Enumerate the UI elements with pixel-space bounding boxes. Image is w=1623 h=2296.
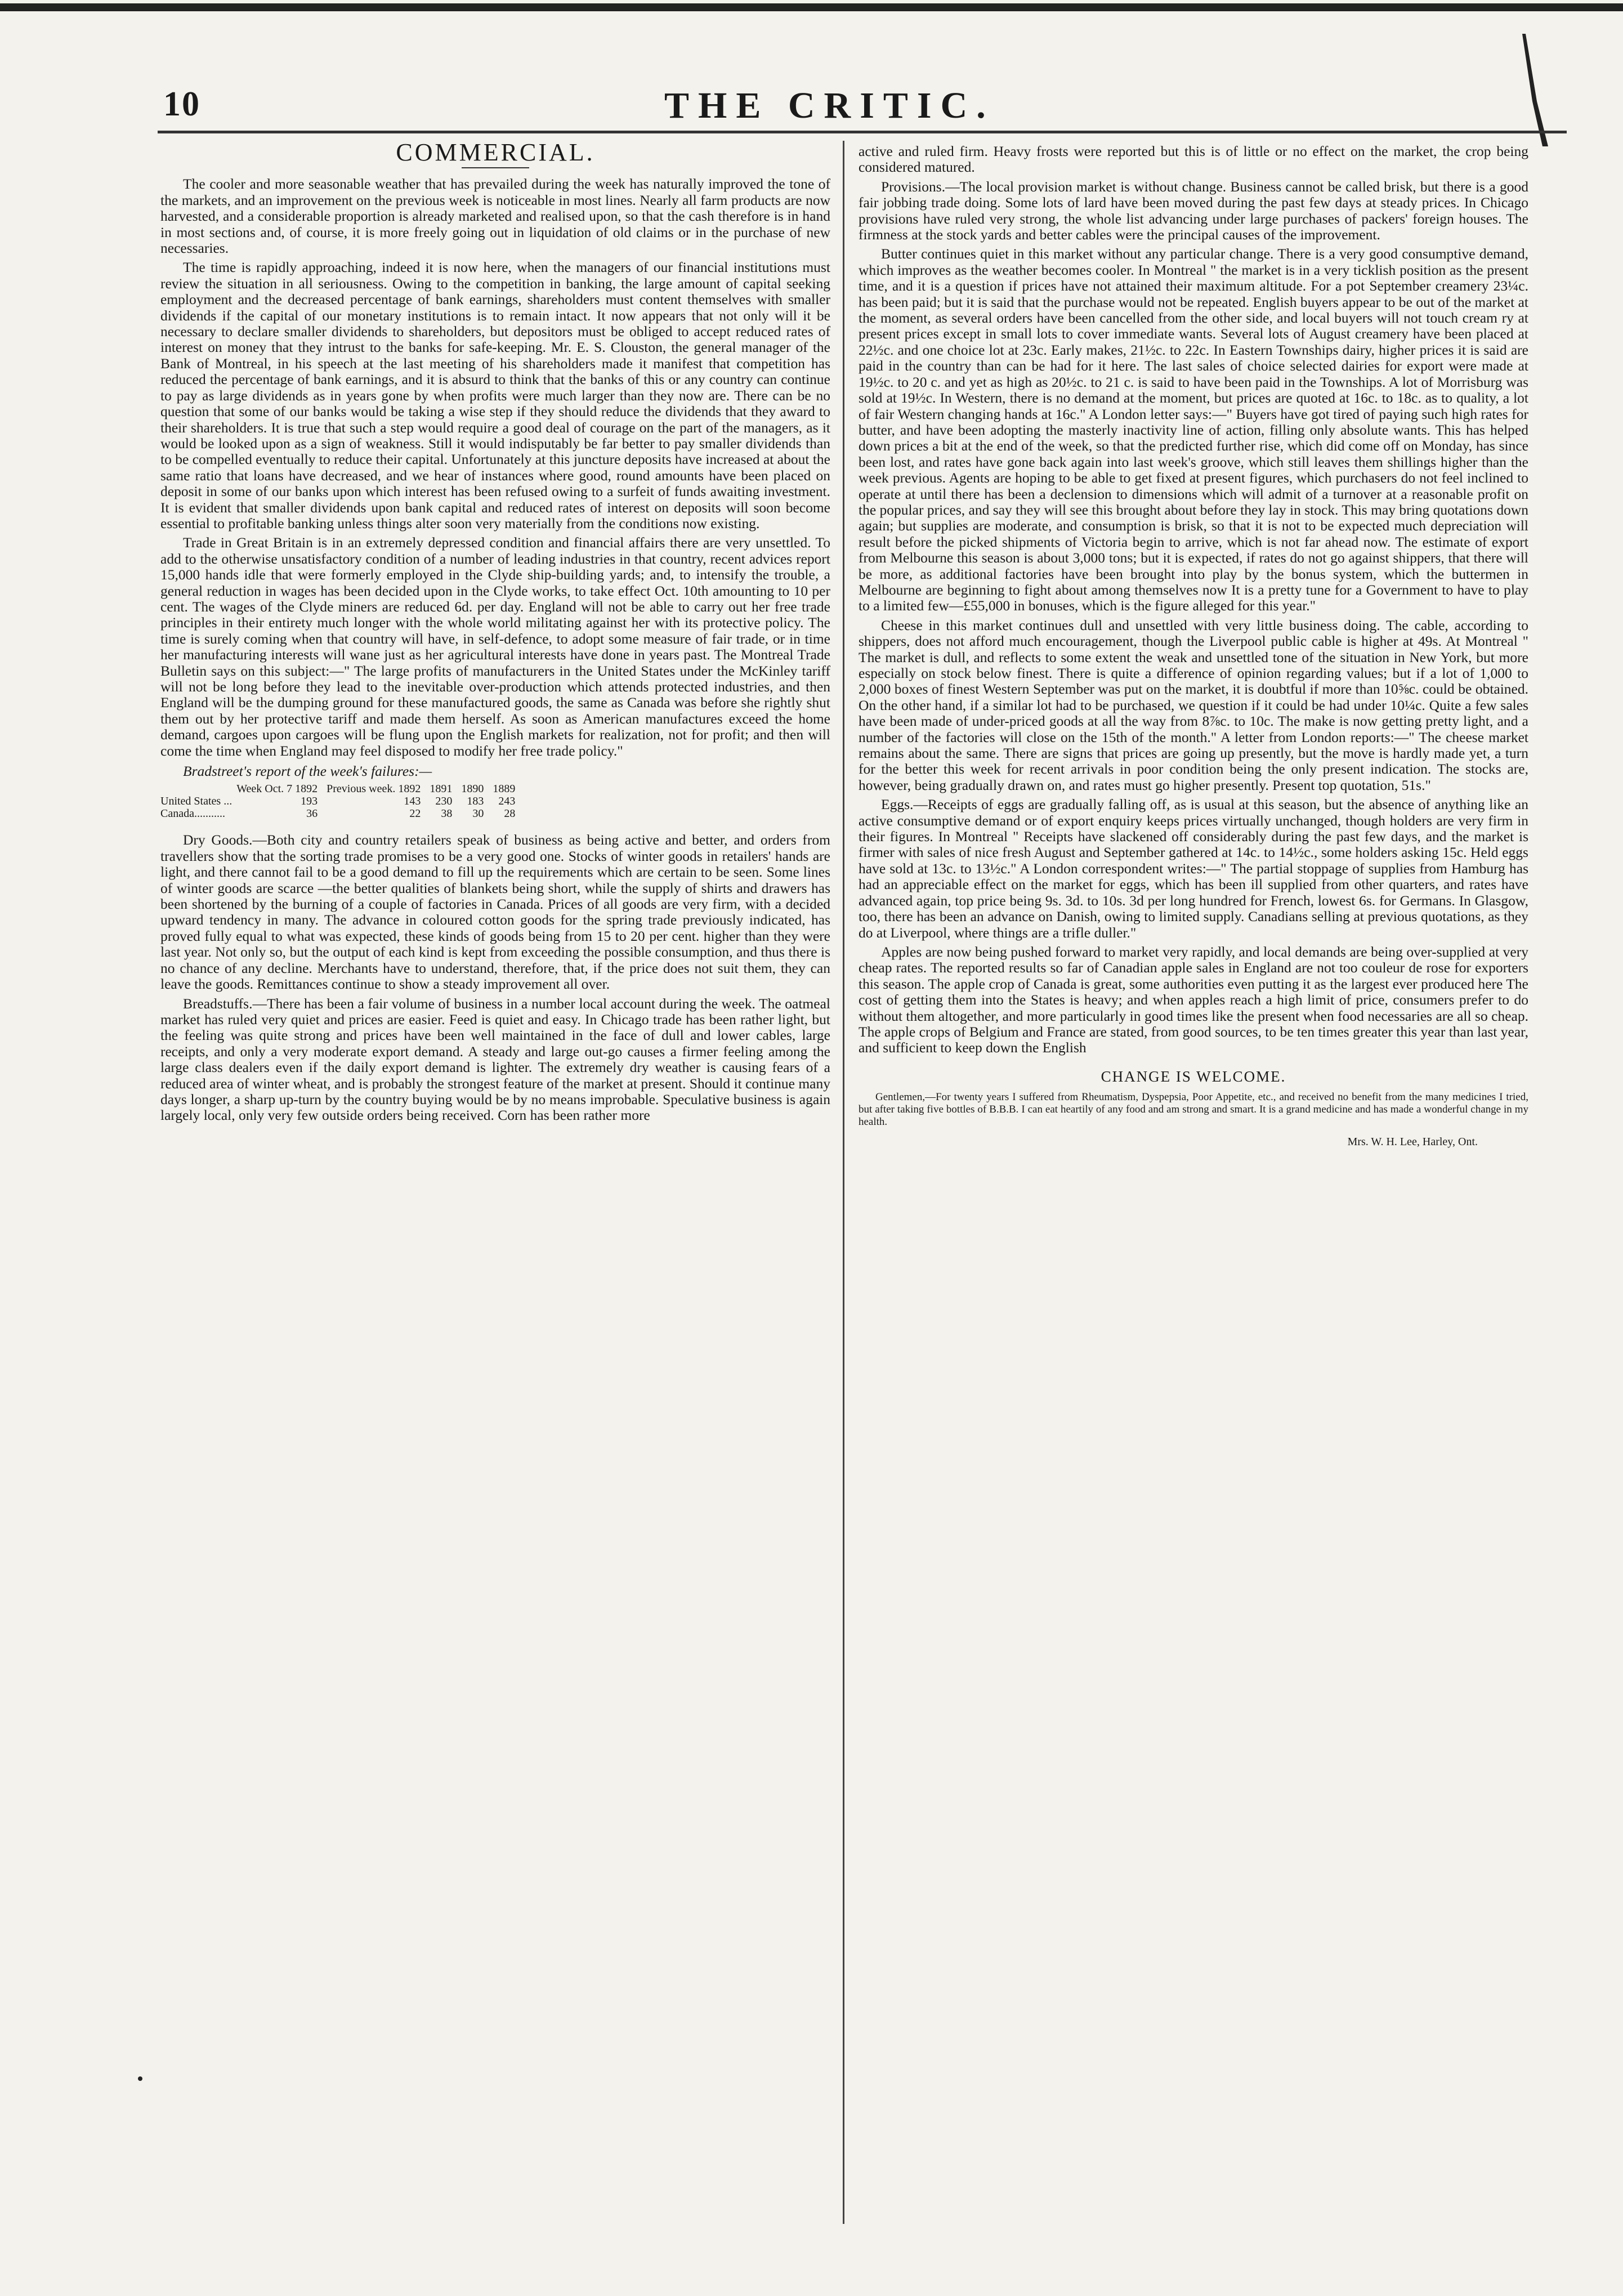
failures-header-cell: 1889	[493, 783, 516, 796]
table-cell: 28	[504, 807, 516, 820]
paragraph-butter: Butter continues quiet in this market without any particular change. There is a very good consumptive demand, which improves as the weather becomes cooler. In Montreal " the market is in a very ticklish position as the present time, and it is a question if prices have not attained their maximum altitude. For a pot September creamery 23¼c. has been paid; but it is said that the purchase would not be repeated. English buyers appear to be out of the market at the moment, as several orders have been cancelled from the other side, and local buyers will not touch cream ry at present prices except in small lots to cover immediate wants. Several lots of August creamery have been placed at 22½c. and one choice lot at 23c. Early makes, 21½c. to 22c. In Eastern Townships dairy, higher prices it is said are paid in the country than can be had for it here. The last sales of choice selected dairies for export were made at 19½c. to 20 c. and yet as high as 20½c. to 21 c. is said to have been paid in the Townships. A lot of Morrisburg was sold at 19½c. In Western, there is no demand at the moment, but prices are quoted at 16c. to 18c. as to quality, a lot of fair Western changing hands at 16c." A London letter says:—" Buyers have got tired of paying such high rates for butter, and have been adopting the masterly inactivity line of action, filling only absolute wants. This has helped down prices a bit at the end of the week, so that the predicted further rise, which did come off on Monday, has since been lost, and rates have gone back again into last week's groove, which still leaves them shillings higher than the week previous. Agents are hoping to be able to get fixed at present figures, which purchasers do not feel inclined to operate at until there has been a declension to dimensions which will admit of a turnover at a reasonable profit on the popular prices, and say they will see this brought about before they lay in stock. This may bring quotations down again; but supplies are moderate, and consumption is brisk, so that it is not to be expected much depreciation will result before the picked shipments of Victoria begin to arrive, which is not far ahead now. The estimate of export from Melbourne this season is about 3,000 tons; but it is expected, if rates do not go against shippers, that there will be more, as additional factories have been brought into play by the bonus system, which the buttermen in Melbourne are beginning to fight about among themselves now It is a pretty tune for a Government to have to play to a limited few—£55,000 in bonuses, which is the figure alleged for this year."	[859, 245, 1528, 614]
binding-mark-icon	[1520, 34, 1554, 146]
table-cell: 36	[306, 807, 318, 820]
paragraph-breadstuffs: Breadstuffs.—There has been a fair volume of business in a number local account during the week. The oatmeal market has ruled very quiet and prices are easier. Feed is quiet and easy. In Chicago trade has been rather light, but the feeling was quite strong and prices have been well maintained in the face of dull and lower cables, large receipts, and only a very moderate export demand. A steady and large out-go causes a firmer feeling among the large class dealers even if the daily export demand is lighter. The extremely dry weather is causing fears of a reduced area of winter wheat, and is probably the strongest feature of the market at present. Should it continue many days longer, a sharp up-turn by the country buying would be by no means improbable. Speculative business is again largely local, only very few outside orders being received. Corn has been rather more	[160, 995, 830, 1124]
paragraph-apples: Apples are now being pushed forward to market very rapidly, and local demands are being over-supplied at very cheap rates. The reported results so far of Canadian apple sales in England are not too couleur de rose for exporters this season. The apple crop of Canada is great, some authorities even putting it as the largest ever produced here The cost of getting them into the States is heavy; and when apples reach a high limit of price, consumers prefer to do without them altogether, and more particularly in good times like the present when food necessaries are all so cheap. The apple crops of Belgium and France are stated, from good sources, to be ten times greater this year than last year, and sufficient to keep down the English	[859, 943, 1528, 1056]
failures-header-cell: Week Oct. 7 1892	[236, 783, 318, 796]
paragraph-corn-continued: active and ruled firm. Heavy frosts were reported but this is of little or no effect on the market, the crop being considered matured.	[859, 143, 1528, 176]
table-cell: 243	[498, 795, 516, 808]
heading-rule	[462, 167, 529, 168]
left-column	[160, 139, 830, 1127]
table-cell: 193	[301, 795, 318, 808]
column-divider	[843, 141, 844, 2224]
failures-header-cell: 1891	[430, 783, 453, 796]
paragraph-weather: The cooler and more seasonable weather that has prevailed during the week has naturally improved the tone of the markets, and an improvement on the previous week is noticeable in most lines. Nearly all farm products are now harvested, and a considerable proportion is already marketed and realised upon, so that the cash therefore is in hand in most sections and, of course, it is more freely going out in liquidation of old claims or in the purchase of new necessaries.	[160, 176, 830, 257]
table-row	[160, 795, 524, 807]
table-row	[160, 807, 524, 820]
table-cell: United States ...	[160, 795, 233, 808]
table-cell: 38	[441, 807, 453, 820]
failures-table	[160, 783, 524, 820]
paragraph-banking: The time is rapidly approaching, indeed it is now here, when the managers of our financial institutions must review the situation in all seriousness. Owing to the competition in banking, the large amount of capital seeking employment and the decreased percentage of bank earnings, shareholders must content themselves with smaller dividends if the capital of our monetary institutions is to remain intact. It now appears that not only will it be necessary to declare smaller dividends to shareholders, but depositors must be obliged to accept reduced rates of interest on money that they intrust to the banks for safe-keeping. Mr. E. S. Clouston, the general manager of the Bank of Montreal, in his speech at the last meeting of his shareholders made it manifest that competition has reduced the percentage of bank earnings, and it is absurd to think that the banks of this or any country can continue to pay as large dividends as in years gone by when profits were much larger than they now are. There can be no question that some of our banks would be taking a wise step if they should reduce the dividends that they award to their shareholders. It is true that such a step would require a good deal of courage on the part of the managers, as it would be looked upon as a sign of weakness. Still it would indisputably be far better to pay smaller dividends than to be compelled eventually to reduce their capital. Unfortunately at this juncture deposits have increased at about the same ratio that loans have decreased, and we hear of instances where good, round amounts have been placed on deposit in some of our banks upon which interest has been refused owing to a surfeit of funds awaiting investment. It is evident that smaller dividends upon bank capital and reduced rates of interest on deposits will soon become essential to profitable banking unless things alter soon very materially from the conditions now existing.	[160, 259, 830, 531]
failures-header-cell: Previous week. 1892	[327, 783, 421, 796]
section-heading: COMMERCIAL.	[396, 139, 595, 166]
paragraph-provisions: Provisions.—The local provision market is without change. Business cannot be called brisk, but there is a good fair jobbing trade doing. Some lots of lard have been moved during the past few days at steady prices. In Chicago provisions have ruled very strong, the whole list advancing under large purchases of packers' foreign houses. The firmness at the stock yards and better cables were the principal causes of the improvement.	[859, 178, 1528, 243]
table-cell: 230	[435, 795, 453, 808]
advertisement-testimonial: Gentlemen,—For twenty years I suffered from Rheumatism, Dyspepsia, Poor Appetite, etc., and received no benefit from the many medicines I tried, but after taking five bottles of B.B.B. I can eat heartily of any food and am strong and smart. It is a grand medicine and has made a wonderful change in my health.	[859, 1091, 1528, 1128]
right-column	[859, 144, 1528, 1150]
table-cell: 183	[467, 795, 484, 808]
paragraph-dry-goods: Dry Goods.—Both city and country retailers speak of business as being active and better, and orders from travellers show that the sorting trade promises to be a very good one. Stocks of winter goods in retailers' hands are light, and there cannot fail to be a good demand to fill up the requirements which are certain to be seen. Some lines of winter goods are scarce —the better qualities of blankets being short, while the supply of shirts and drawers has been shortened by the burning of a couple of factories in Canada. Prices of all goods are very firm, with a decided upward tendency in many. The advance in coloured cotton goods for the spring trade previously indicated, has proved fully equal to what was expected, these kinds of goods being from 15 to 20 per cent. higher than they were last year. Not only so, but the output of each kind is kept from exceeding the possible consumption, and thus there is no chance of any decline. Merchants have to understand, therefore, that, if the price does not suit them, they can leave the goods. Remittances continue to show a steady improvement all over.	[160, 832, 830, 993]
margin-dot	[138, 2076, 142, 2081]
failures-header-row	[160, 783, 524, 795]
table-cell: 30	[472, 807, 484, 820]
advertisement-heading: CHANGE IS WELCOME.	[1101, 1067, 1286, 1085]
paragraph-great-britain: Trade in Great Britain is in an extremely depressed condition and financial affairs there are very unsettled. To add to the otherwise unsatisfactory condition of a number of leading industries in that country, recent advices report 15,000 hands idle that were formerly employed in the Clyde ship-building yards; and, to intensify the trouble, a general reduction in wages has been decided upon in the Clyde works, to take effect Oct. 10th amounting to 10 per cent. The wages of the Clyde miners are reduced 6d. per day. England will not be able to carry out her free trade principles in their entirety much longer with the whole world militating against her with its protective policy. The time is surely coming when that country will have, in self-defence, to adopt some measure of fair trade, or in time her manufacturing interests will wane just as her agricultural interests have done in years past. The Montreal Trade Bulletin says on this subject:—" The large profits of manufacturers in the United States under the McKinley tariff will not be long before they lead to the inevitable over-production which attends protected industries, and then England will be the dumping ground for these manufactured goods, the same as Canada was before she rightly shut them out by her protective tariff and made them herself. As soon as American manufactures exceed the home demand, cargoes upon cargoes will be flung upon the English markets for realization, not for profit; and then will come the time when England may feel disposed to modify her free trade policy."	[160, 534, 830, 759]
masthead-title: THE CRITIC.	[664, 85, 995, 126]
advertisement-signature: Mrs. W. H. Lee, Harley, Ont.	[1347, 1136, 1478, 1149]
table-cell: Canada...........	[160, 807, 225, 820]
paragraph-eggs: Eggs.—Receipts of eggs are gradually falling off, as is usual at this season, but the absence of anything like an active consumptive demand or of export enquiry keeps prices virtually unchanged, though holders are very firm in their figures. In Montreal " Receipts have slackened off considerably during the past few days, and the market is firmer with sales of nice fresh August and September gathered at 14c. to 14½c., some holders asking 15c. Held eggs have sold at 13c. to 13½c." A London correspondent writes:—" The partial stoppage of supplies from Hamburg has had an appreciable effect on the market for eggs, which has been ill supplied from other quarters, and rates have advanced again, top price being 9s. 3d. to 10s. 3d per long hundred for French, lowest 6s. for Germans. In Glasgow, too, there has been an advance on Danish, owing to limited supply. Canadians selling at previous quotations, as they do at Liverpool, where things are a trifle duller."	[859, 796, 1528, 941]
top-border	[0, 3, 1623, 11]
page-number: 10	[163, 85, 200, 123]
header-divider	[158, 131, 1567, 133]
table-cell: 143	[404, 795, 421, 808]
failures-header-cell: 1890	[461, 783, 484, 796]
failures-header-cell	[160, 783, 236, 795]
paragraph-cheese: Cheese in this market continues dull and unsettled with very little business doing. The cable, according to shippers, does not afford much encouragement, though the Liverpool public cable is higher at 49s. At Montreal " The market is dull, and reflects to some extent the weak and unsettled tone of the situation in New York, but more especially on stock below finest. There is quite a difference of opinion regarding values; but if a lot of 1,000 to 2,000 boxes of finest Western September was put on the market, it is doubtful if more than 10⅝c. could be obtained. On the other hand, if a similar lot had to be purchased, we question if it could be had under 10¼c. Quite a few sales have been made of under-priced goods at all the way from 8⅞c. to 10c. The make is now getting pretty light, and a number of the factories will close on the 15th of the month." A letter from London reports:—" The cheese market remains about the same. There are signs that prices are going up presently, but the move is hardly made yet, a turn for the better this week for recent arrivals in poor condition being the only present indication. The stocks are, however, being gradually drawn on, and rates must go higher presently. Present top quotation, 51s."	[859, 617, 1528, 793]
table-cell: 22	[409, 807, 421, 820]
failures-title: Bradstreet's report of the week's failures:—	[183, 763, 432, 780]
